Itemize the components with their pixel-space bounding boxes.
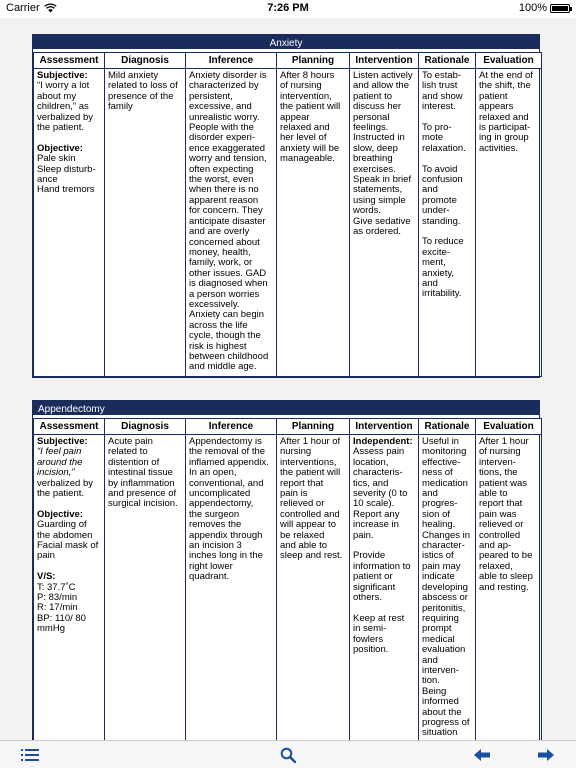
cell-line: situation: [422, 727, 458, 739]
cell-line: intestinal tissue: [108, 467, 173, 479]
cell-line: Subjective:: [37, 70, 88, 81]
cell-line: Acute pain: [108, 436, 153, 447]
cell-line: right lower: [189, 560, 233, 572]
cell-line: sleep and rest.: [280, 550, 343, 562]
cell-line: relaxed and: [280, 122, 330, 134]
cell-line: for concern. They: [189, 205, 263, 217]
cell-line: mote: [422, 132, 444, 144]
cell-line: others.: [353, 592, 383, 604]
cell-intervention: [350, 435, 419, 741]
cell-line: evaluation: [422, 644, 466, 656]
cell-line: and are overly: [189, 226, 250, 238]
cell-line: pain is: [280, 488, 308, 500]
cell-planning: [277, 69, 350, 377]
cell-line: under-: [422, 205, 450, 217]
cell-line: feelings.: [353, 122, 389, 134]
cell-line: quadrant.: [189, 571, 230, 583]
cell-intervention: [350, 69, 419, 377]
cell-line: ance: [37, 174, 58, 186]
cell-line: of nursing: [479, 446, 521, 458]
cell-line: words.: [353, 205, 381, 217]
cell-line: intervention,: [280, 90, 332, 102]
cell-line: of nursing: [280, 80, 322, 92]
cell-line: using simple: [353, 194, 406, 206]
cell-line: character-: [422, 540, 465, 552]
cell-line: pain.: [353, 529, 374, 541]
cell-line: lish trust: [422, 80, 458, 92]
cell-line: by inflammation: [108, 477, 175, 489]
cell-line: breathing: [353, 153, 393, 165]
cell-line: To reduce: [422, 236, 464, 248]
cell-line: appears: [479, 101, 514, 113]
cell-assessment: [34, 435, 105, 741]
cell-line: pain: [37, 550, 55, 562]
cell-line: and: [422, 184, 438, 196]
cell-line: characteris-: [353, 467, 403, 479]
cell-line: Objective:: [37, 142, 83, 154]
previous-page-button[interactable]: [470, 745, 494, 765]
cell-line: excessively.: [189, 298, 240, 310]
cell-line: distention of: [108, 456, 160, 468]
cell-inference: [186, 435, 277, 741]
cell-line: V/S:: [37, 571, 56, 583]
cell-line: and show: [422, 90, 463, 102]
cell-line: Anxiety can begin: [189, 309, 264, 321]
cell-line: about my: [37, 90, 77, 102]
cell-line: controlled: [479, 529, 521, 541]
cell-line: medication: [422, 477, 468, 489]
cell-line: apparent reason: [189, 194, 259, 206]
cell-line: the abdomen: [37, 529, 93, 541]
column-header-intervention: Intervention: [350, 53, 419, 69]
cell-evaluation: [476, 69, 542, 377]
cell-line: around the: [37, 456, 83, 468]
cell-line: To pro-: [422, 122, 452, 134]
cell-line: the patient.: [37, 122, 85, 134]
cell-line: nursing: [280, 446, 312, 458]
cell-line: mmHg: [37, 623, 65, 635]
cell-line: between childhood: [189, 350, 269, 362]
column-header-diagnosis: Diagnosis: [105, 53, 186, 69]
cell-line: Facial mask of: [37, 540, 99, 552]
cell-line: Appendectomy is: [189, 436, 262, 447]
clock: 7:26 PM: [267, 2, 309, 14]
table-header-row: [34, 419, 542, 435]
cell-line: children,” as: [37, 101, 89, 113]
cell-line: At the end of: [479, 70, 533, 81]
cell-line: interest.: [422, 101, 456, 113]
arrow-left-icon: [474, 748, 490, 762]
table-row: [34, 435, 542, 741]
cell-line: and middle age.: [189, 361, 257, 373]
battery-percent: 100%: [518, 2, 547, 14]
cell-line: People with the: [189, 122, 254, 134]
cell-line: BP: 110/ 80: [37, 612, 86, 624]
cell-line: the patient will: [280, 467, 341, 479]
cell-line: other issues. GAD: [189, 267, 267, 279]
cell-line: prompt: [422, 623, 452, 635]
cell-line: excite-: [422, 246, 450, 258]
cell-line: Anxiety disorder is: [189, 70, 267, 81]
carrier-label: Carrier: [6, 2, 40, 14]
cell-line: istics of: [422, 550, 454, 562]
cell-line: Changes in: [422, 529, 471, 541]
cell-line: in semi-: [353, 623, 387, 635]
cell-line: confusion: [422, 174, 463, 186]
column-header-planning: Planning: [277, 53, 350, 69]
cell-line: peared to be: [479, 550, 533, 562]
cell-line: After 8 hours: [280, 70, 335, 81]
cell-line: healing.: [422, 519, 456, 531]
cell-line: able to: [479, 488, 508, 500]
cell-diagnosis: [105, 435, 186, 741]
cell-line: progress of: [422, 716, 470, 728]
cell-line: is diagnosed when: [189, 278, 268, 290]
search-icon: [280, 747, 296, 763]
cell-line: patient or: [353, 571, 393, 583]
care-plan-appendectomy: [32, 400, 540, 740]
cell-line: interven-: [479, 456, 516, 468]
column-header-planning: Planning: [277, 419, 350, 435]
cell-line: severity (0 to: [353, 488, 408, 500]
cell-line: patient: [479, 90, 508, 102]
cell-rationale: [419, 435, 476, 741]
cell-line: anticipate disaster: [189, 215, 266, 227]
cell-line: increase in: [353, 519, 399, 531]
cell-line: Sleep disturb-: [37, 163, 96, 175]
cell-line: verbalized by: [37, 111, 93, 123]
cell-line: relaxation.: [422, 142, 466, 154]
cell-line: Speak in brief: [353, 174, 412, 186]
cell-line: and presence of: [108, 488, 177, 500]
cell-line: related to: [108, 446, 148, 458]
column-header-inference: Inference: [186, 419, 277, 435]
cell-line: monitoring: [422, 446, 467, 458]
care-plan-title: Anxiety: [33, 35, 539, 52]
cell-line: ing in group: [479, 132, 529, 144]
cell-line: Instructed in: [353, 132, 405, 144]
cell-line: controlled and: [280, 508, 340, 520]
cell-line: requiring: [422, 612, 459, 624]
cell-line: developing: [422, 581, 468, 593]
column-header-intervention: Intervention: [350, 419, 419, 435]
cell-line: peritonitis,: [422, 602, 466, 614]
cell-line: able to sleep: [479, 571, 533, 583]
cell-line: Guarding of: [37, 519, 87, 531]
column-header-evaluation: Evaluation: [476, 419, 542, 435]
cell-line: Pale skin: [37, 153, 76, 165]
column-header-evaluation: Evaluation: [476, 53, 542, 69]
arrow-right-icon: [538, 748, 554, 762]
cell-line: pain may: [422, 560, 461, 572]
cell-line: tics, and: [353, 477, 389, 489]
cell-line: excessive, and: [189, 101, 252, 113]
cell-line: P: 83/min: [37, 592, 78, 604]
cell-line: Hand tremors: [37, 184, 95, 196]
cell-line: To estab-: [422, 70, 462, 81]
cell-line: location,: [353, 456, 389, 468]
cell-line: tions, the: [479, 467, 518, 479]
cell-line: characterized by: [189, 80, 259, 92]
cell-planning: [277, 435, 350, 741]
cell-line: verbalized by: [37, 477, 93, 489]
care-plan-anxiety: [32, 34, 540, 378]
document-view[interactable]: [0, 18, 576, 740]
cell-line: exercises.: [353, 163, 396, 175]
cell-line: the patient will: [280, 101, 341, 113]
cell-line: worry and tension,: [189, 153, 267, 165]
cell-line: an incision 3: [189, 540, 242, 552]
cell-line: and able to: [280, 540, 328, 552]
column-header-rationale: Rationale: [419, 53, 476, 69]
cell-line: incision,”: [37, 467, 75, 479]
cell-line: relaxed and: [479, 111, 529, 123]
menu-button[interactable]: [18, 745, 42, 765]
cell-line: a person worries: [189, 288, 260, 300]
cell-line: disorder experi-: [189, 132, 255, 144]
cell-line: ment,: [422, 257, 446, 269]
cell-line: and: [422, 488, 438, 500]
cell-line: tion.: [422, 675, 440, 687]
cell-line: the shift, the: [479, 80, 531, 92]
cell-line: presence of the: [108, 90, 174, 102]
cell-line: as ordered.: [353, 226, 402, 238]
cell-line: is participat-: [479, 122, 531, 134]
cell-rationale: [419, 69, 476, 377]
column-header-rationale: Rationale: [419, 419, 476, 435]
bottom-toolbar: [0, 740, 576, 768]
cell-line: concerned about: [189, 236, 260, 248]
cell-line: ence exaggerated: [189, 142, 266, 154]
cell-line: be relaxed: [280, 529, 325, 541]
search-button[interactable]: [276, 745, 300, 765]
cell-line: inflamed appendix.: [189, 456, 269, 468]
cell-line: 10 scale).: [353, 498, 395, 510]
cell-line: progres-: [422, 498, 458, 510]
cell-line: and: [422, 278, 438, 290]
cell-line: and ap-: [479, 540, 512, 552]
cell-line: relieved or: [479, 519, 524, 531]
cell-line: the worst, even: [189, 174, 254, 186]
cell-line: unrealistic worry.: [189, 111, 260, 123]
care-plan-table: [33, 52, 542, 377]
cell-line: pain was: [479, 508, 517, 520]
cell-line: uncomplicated: [189, 488, 251, 500]
cell-line: relieved or: [280, 498, 325, 510]
cell-line: about the: [422, 706, 462, 718]
cell-line: sion of: [422, 508, 450, 520]
cell-line: T: 37.7˚C: [37, 581, 76, 593]
cell-line: fowlers: [353, 633, 384, 645]
cell-line: appendix through: [189, 529, 263, 541]
cell-line: across the life: [189, 319, 248, 331]
cell-line: appear: [280, 111, 310, 123]
cell-line: family: [108, 101, 133, 113]
cell-line: statements,: [353, 184, 403, 196]
care-plan-table: [33, 418, 542, 740]
cell-line: often expecting: [189, 163, 254, 175]
cell-line: ness of: [422, 467, 453, 479]
cell-line: abscess or: [422, 592, 468, 604]
cell-line: Listen actively: [353, 70, 413, 81]
cell-line: personal: [353, 111, 390, 123]
battery-icon: [550, 4, 570, 13]
table-header-row: [34, 53, 542, 69]
cell-line: slow, deep: [353, 142, 398, 154]
cell-line: and allow the: [353, 80, 409, 92]
cell-line: Give sedative: [353, 215, 411, 227]
cell-line: interventions,: [280, 456, 337, 468]
cell-line: medical: [422, 633, 455, 645]
cell-line: interven-: [422, 664, 459, 676]
cell-line: related to loss of: [108, 80, 178, 92]
cell-assessment: [34, 69, 105, 377]
cell-line: To avoid: [422, 163, 458, 175]
list-icon: [21, 748, 39, 762]
cell-line: Objective:: [37, 508, 83, 520]
cell-line: R: 17/min: [37, 602, 78, 614]
status-bar: [0, 0, 576, 18]
cell-line: the removal of the: [189, 446, 266, 458]
cell-line: Report any: [353, 508, 400, 520]
cell-line: appendectomy,: [189, 498, 254, 510]
column-header-diagnosis: Diagnosis: [105, 419, 186, 435]
cell-line: report that: [479, 498, 523, 510]
column-header-inference: Inference: [186, 53, 277, 69]
cell-line: anxiety will be: [280, 142, 340, 154]
care-plan-title: Appendectomy: [33, 401, 539, 418]
cell-line: Provide: [353, 550, 386, 562]
cell-line: After 1 hour: [479, 436, 529, 447]
cell-line: the surgeon: [189, 508, 240, 520]
cell-line: manageable.: [280, 153, 335, 165]
column-header-assessment: Assessment: [34, 53, 105, 69]
cell-line: “I feel pain: [37, 446, 82, 458]
table-row: [34, 69, 542, 377]
cell-line: report that: [280, 477, 324, 489]
cell-line: informed: [422, 696, 459, 708]
cell-line: patient to: [353, 90, 393, 102]
cell-line: standing.: [422, 215, 461, 227]
cell-line: discuss her: [353, 101, 402, 113]
cell-line: indicate: [422, 571, 455, 583]
cell-line: inches long in the: [189, 550, 263, 562]
cell-line: irritability.: [422, 288, 462, 300]
cell-line: In an open,: [189, 467, 237, 479]
cell-line: conventional, and: [189, 477, 264, 489]
cell-line: the patient.: [37, 488, 85, 500]
cell-line: and: [422, 654, 438, 666]
cell-line: Being: [422, 685, 447, 697]
cell-line: After 1 hour of: [280, 436, 341, 447]
cell-line: Subjective:: [37, 436, 88, 447]
cell-line: her level of: [280, 132, 327, 144]
battery-fill: [552, 6, 568, 11]
cell-line: removes the: [189, 519, 242, 531]
cell-line: will appear to: [280, 519, 336, 531]
cell-line: “I worry a lot: [37, 80, 90, 92]
cell-line: persistent,: [189, 90, 233, 102]
cell-line: cycle, though the: [189, 330, 261, 342]
cell-line: information to: [353, 560, 411, 572]
cell-line: patient was: [479, 477, 528, 489]
cell-line: when there is no: [189, 184, 259, 196]
cell-line: family, work, or: [189, 257, 253, 269]
cell-line: activities.: [479, 142, 519, 154]
cell-line: risk is highest: [189, 340, 247, 352]
cell-diagnosis: [105, 69, 186, 377]
cell-line: relaxed,: [479, 560, 513, 572]
cell-line: Assess pain: [353, 446, 405, 458]
cell-line: surgical incision.: [108, 498, 178, 510]
cell-inference: [186, 69, 277, 377]
cell-evaluation: [476, 435, 542, 741]
cell-line: promote: [422, 194, 457, 206]
next-page-button[interactable]: [534, 745, 558, 765]
cell-line: significant: [353, 581, 396, 593]
cell-line: anxiety,: [422, 267, 455, 279]
cell-line: Keep at rest: [353, 612, 405, 624]
cell-line: Independent:: [353, 436, 413, 447]
cell-line: Mild anxiety: [108, 70, 159, 81]
cell-line: Useful in: [422, 436, 459, 447]
cell-line: position.: [353, 644, 389, 656]
column-header-assessment: Assessment: [34, 419, 105, 435]
cell-line: and resting.: [479, 581, 529, 593]
cell-line: effective-: [422, 456, 461, 468]
cell-line: money, health,: [189, 246, 251, 258]
